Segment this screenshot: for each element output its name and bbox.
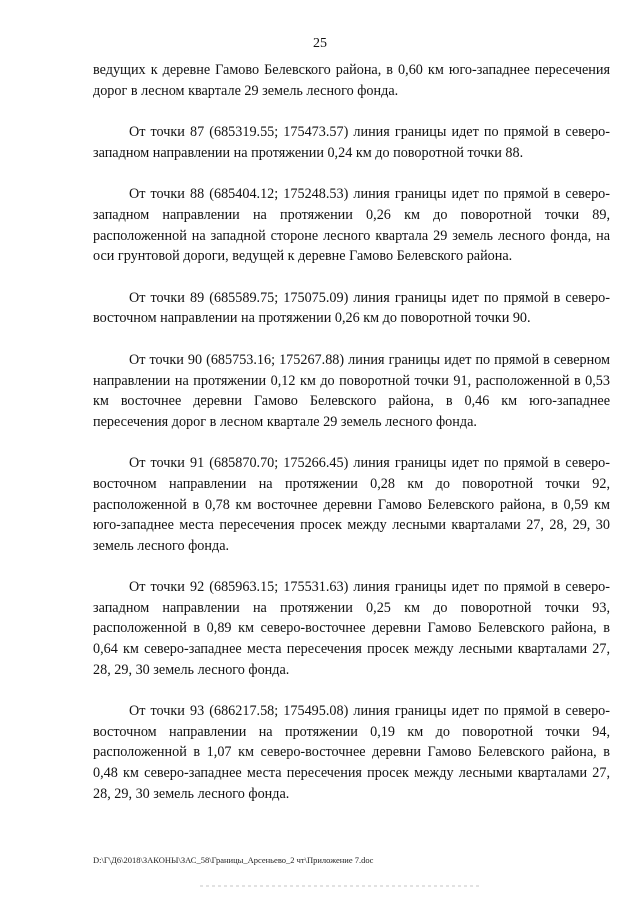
scan-artifact-line [200,885,480,887]
paragraph-point-87: От точки 87 (685319.55; 175473.57) линия границы идет по прямой в северо-западном направлении на протяжении 0,24 км до поворотной точки 88. [93,124,610,161]
paragraph-continuation: ведущих к деревне Гамово Белевского района, в 0,60 км юго-западнее пересечения дорог в лесном квартале 29 земель лесного фонда. [93,62,610,99]
paragraph-point-90: От точки 90 (685753.16; 175267.88) линия границы идет по прямой в северном направлении на протяжении 0,12 км до поворотной точки 91, расположенной в 0,53 км восточнее деревни Гамово Белевского района, в 0,46 км юго-западнее пересечения дорог в лесном квартале 29 земель лесного фонда. [93,351,610,430]
document-body [93,60,610,804]
paragraph-point-93: От точки 93 (686217.58; 175495.08) линия границы идет по прямой в северо-восточном направлении на протяжении 0,19 км до поворотной точки 94, расположенной в 1,07 км северо-восточнее деревни Гамово Белевского района, в 0,48 км северо-западнее места пересечения просек между лесными кварталами 27, 28, 29, 30 земель лесного фонда. [93,703,610,802]
paragraph-point-89: От точки 89 (685589.75; 175075.09) линия границы идет по прямой в северо-восточном направлении на протяжении 0,26 км до поворотной точки 90. [93,289,610,327]
paragraph-point-88: От точки 88 (685404.12; 175248.53) линия границы идет по прямой в северо-западном направлении на протяжении 0,26 км до поворотной точки 89, расположенной на западной стороне лесного квартала 29 земель лесного фонда, на оси грунтовой дороги, ведущей к деревне Гамово Белевского района. [93,186,610,265]
footer-file-path: D:\Г\Д6\2018\ЗАКОНЫ\ЗАС_58\Границы_Арсеньево_2 чт\Приложение 7.doc [93,855,374,865]
paragraph-point-92: От точки 92 (685963.15; 175531.63) линия границы идет по прямой в северо-западном направлении на протяжении 0,25 км до поворотной точки 93, расположенной в 0,89 км северо-восточнее деревни Гамово Белевского района, в 0,64 км северо-западнее места пересечения просек между лесными кварталами 27, 28, 29, 30 земель лесного фонда. [93,579,610,678]
paragraph-point-91: От точки 91 (685870.70; 175266.45) линия границы идет по прямой в северо-восточном направлении на протяжении 0,28 км до поворотной точки 92, расположенной в 0,78 км восточнее деревни Гамово Белевского района, в 0,59 км юго-западнее места пересечения просек между лесными кварталами 27, 28, 29, 30 земель лесного фонда. [93,455,610,554]
page-number: 25 [313,36,327,51]
